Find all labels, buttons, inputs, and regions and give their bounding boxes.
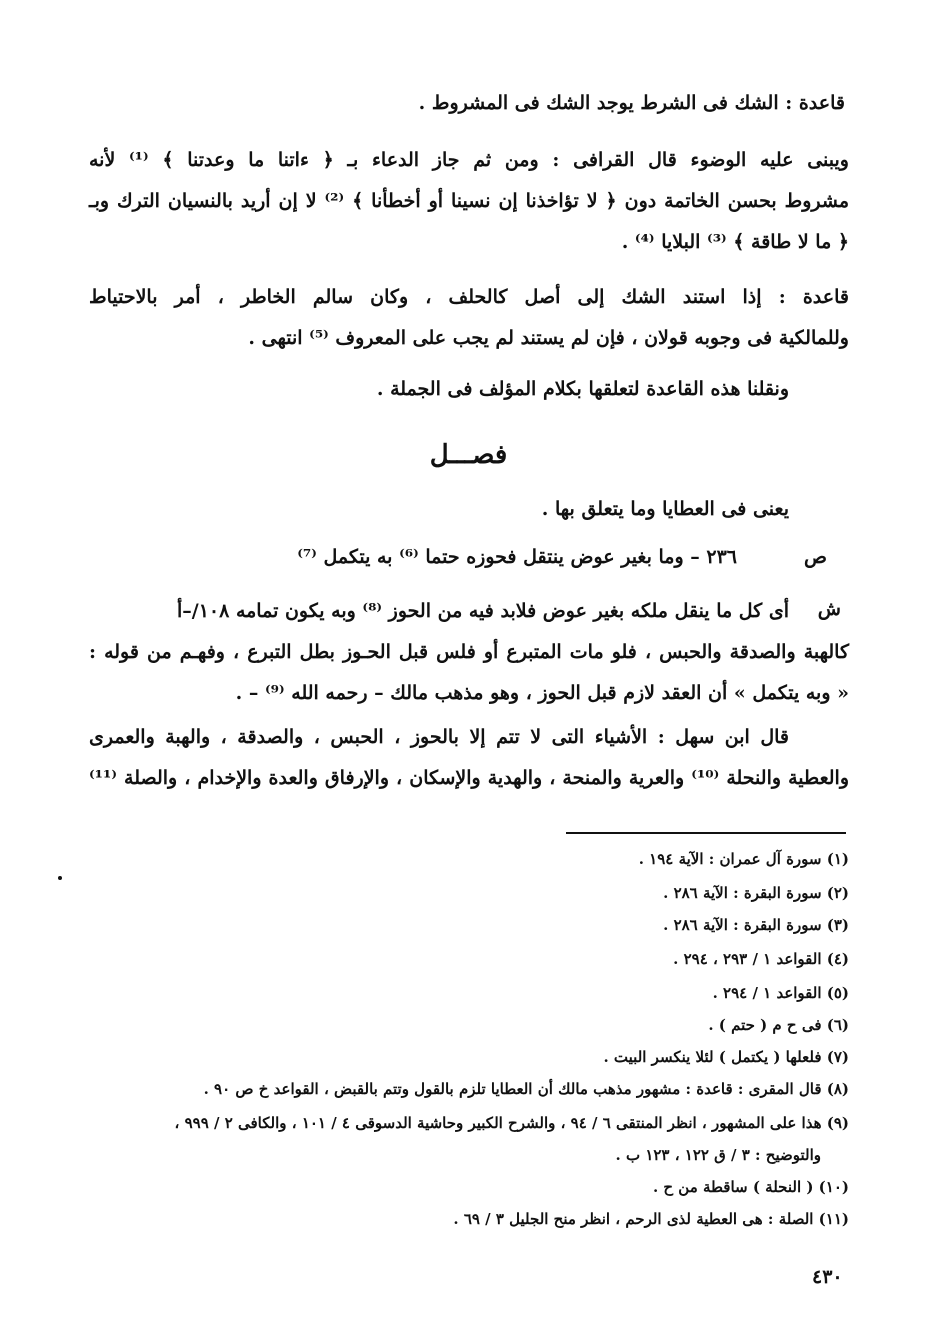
footnote: (٥) القواعد ١ / ٢٩٤ . [712,984,849,1002]
commentary-line: كالهبة والصدقة والحبس ، فلو مات المتبرع أو فلس قبل الحـوز بطل التبرع ، وفهـم من قوله : [89,641,849,663]
commentary-line: أى كل ما ينقل ملكه بغير عوض فلابد فيه من الحوز ⁽⁸⁾ وبه يكون تمامه ١٠٨/–أ [176,600,789,622]
footnote: (٣) سورة البقرة : الآية ٢٨٦ . [663,916,849,934]
paragraph-line: ويبنى عليه الوضوء قال القرافى : ومن ثم جاز الدعاء بـ ﴿ ءاتنا ما وعدتنا ﴾ ⁽¹⁾ لأنه [89,149,849,171]
footnote-continuation: والتوضيح : ٣ / ق ١٢٢ ، ١٢٣ ب . [615,1146,821,1164]
footnote: (١٠) ( النحلة ) ساقطة من ح . [652,1178,849,1196]
stray-mark [58,876,62,880]
paragraph-line: ونقلنا هذه القاعدة لتعلقها بكلام المؤلف فى الجملة . [376,378,789,400]
paragraph-line: وللمالكية فى وجوبه قولان ، فإن لم يستند لم يجب على المعروف ⁽⁵⁾ انتهى . [248,327,849,349]
footnote: (٧) فلعلها ( يكتمل ) لئلا ينكسر البيت . [603,1048,849,1066]
footnote: (١١) الصلة : هى العطية لذى الرحم ، انظر منح الجليل ٣ / ٦٩ . [453,1210,849,1228]
verse-line: ٢٣٦ – وما بغير عوض ينتقل فحوزه حتما ⁽⁶⁾ به يتكمل ⁽⁷⁾ [297,546,737,568]
footnote: (٢) سورة البقرة : الآية ٢٨٦ . [663,884,849,902]
paragraph-rule-1: قاعدة : الشك فى الشرط يوجد الشك فى المشروط . [418,92,845,114]
section-intro: يعنى فى العطايا وما يتعلق بها . [541,498,789,520]
sharh-marker: ش [817,598,841,620]
commentary-line: « وبه يتكمل » أن العقد لازم قبل الحوز ، وهو مذهب مالك – رحمه الله ⁽⁹⁾ – . [235,682,849,704]
verse-marker: ص [804,546,827,568]
footnote: (٤) القواعد ١ / ٢٩٣ ، ٢٩٤ . [673,950,849,968]
paragraph-line: ﴿ ما لا طاقة ﴾ ⁽³⁾ البلايا ⁽⁴⁾ . [621,231,849,253]
footnote: (٩) هذا على المشهور ، انظر المنتقى ٦ / ٩٤ ، والشرح الكبير وحاشية الدسوقى ٤ / ١٠١ ، والكافى ٢ / ٩٩٩ ، [174,1114,849,1132]
commentary-line: والعطية والنحلة ⁽¹⁰⁾ والعرية والمنحة ، والهدية والإسكان ، والإرفاق والعدة والإخدام ، والصلة ⁽¹¹⁾ [89,767,849,789]
section-heading: فصـــل [429,440,508,470]
footnote: (٦) فى ح م ( حتم ) . [708,1016,849,1034]
footnote-separator [566,832,846,834]
commentary-line: قال ابن سهل : الأشياء التى لا تتم إلا بالحوز ، الحبس ، والصدقة ، والهبة والعمرى [89,726,789,748]
paragraph-rule-2: قاعدة : إذا استند الشك إلى أصل كالحلف ، وكان سالم الخاطر ، أمر بالاحتياط [89,286,849,308]
paragraph-line: مشروط بحسن الخاتمة دون ﴿ لا تؤاخذنا إن نسينا أو أخطأنا ﴾ ⁽²⁾ لا إن أريد بالنسيان الترك وبـ [89,190,849,212]
footnote: (٨) قال المقرى : قاعدة : مشهور مذهب مالك أن العطايا تلزم بالقول وتتم بالقبض ، القواعد خ ص ٩٠ . [203,1080,849,1098]
page-number: ٤٣٠ [812,1266,843,1288]
footnote: (١) سورة آل عمران : الآية ١٩٤ . [638,850,849,868]
